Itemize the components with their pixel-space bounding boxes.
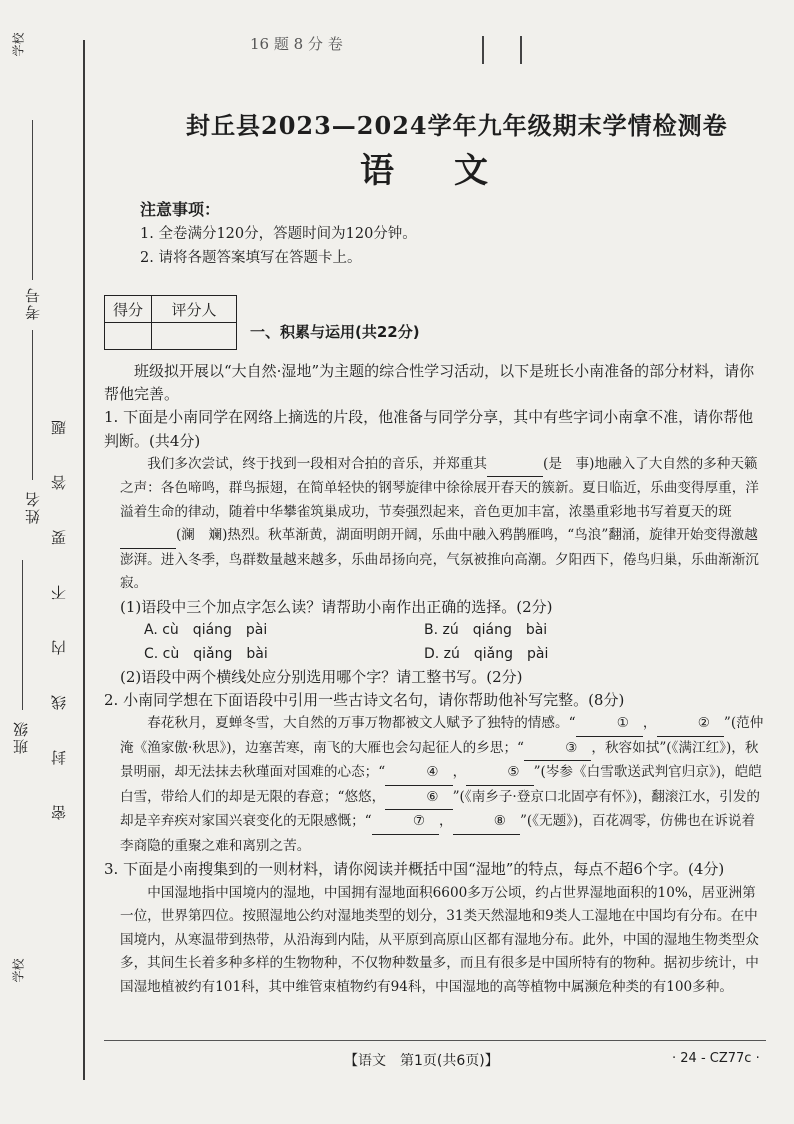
passage-part: 热烈。秋革渐黄，湖面明朗开阔，乐曲中融入鸦鹊雁鸣，“鸟浪”翻涌，旋律开始变得激越澎湃。进入冬季，鸟群数量越来越多，乐曲昂扬向亮，气氛被推向高潮。夕阳西下，倦鸟归巢，乐曲渐渐沉寂。 — [120, 527, 759, 592]
binding-line — [83, 40, 85, 1080]
blank-choice: (澜 斓) — [176, 527, 228, 544]
option-c: C. cù qiǎng bài — [144, 645, 268, 662]
class-label: 班级 — [12, 720, 30, 754]
blank-number: ④ — [385, 761, 452, 786]
binding-margin — [0, 0, 92, 1124]
passage-part: 地融入了大自然的多种天籁之声：各色啼鸣，群鸟振翅，在简单轻快的钢琴旋律中徐徐展开春天的簇新。夏日临近，乐曲变得厚重，洋溢着生命的律动，随着中华攀雀筑巢成功，节奏强烈起来，音色更加丰富，浓墨重彩地书写着夏天的斑 — [120, 455, 759, 520]
blank-line — [487, 453, 543, 478]
grader-cell — [152, 323, 237, 350]
name-label: 姓名 — [24, 490, 42, 524]
question-1-sub1: (1)语段中三个加点字怎么读？请帮助小南作出正确的选择。(2分) — [120, 597, 553, 616]
top-bars — [482, 36, 522, 64]
name-line — [32, 330, 33, 480]
score-label: 得分 — [105, 296, 152, 323]
notice-item: 2. 请将各题答案填写在答题卡上。 — [140, 250, 362, 266]
score-cell — [105, 323, 152, 350]
intro-text: 班级拟开展以“大自然·湿地”为主题的综合性学习活动，以下是班长小南准备的部分材料，请你帮他完善。 — [104, 362, 755, 404]
exam-no-line — [32, 120, 33, 280]
question-3-passage: 中国湿地指中国境内的湿地，中国拥有湿地面积6600多万公顷，约占世界湿地面积的10%，居亚洲第一位，世界第四位。按照湿地公约对湿地类型的划分，31类天然湿地和9类人工湿地在中国均有分布。在中国境内，从寒温带到热带，从沿海到内陆，从平原到高原山区都有湿地分布。此外，中国的湿地生物类型众多，其间生长着多种多样的生物物种，不仅物种数量多，而且有很多是中国所特有的物种。据初步统计，中国湿地植被约有101科，其中维管束植物约有94科，中国湿地的高等植物中属濒危种类的有100多种。 — [120, 884, 759, 995]
options-grid — [104, 619, 764, 666]
option-a: A. cù qiáng pài — [144, 622, 268, 639]
notice-block — [140, 198, 417, 270]
passage-part: ”(岑参《白雪歌送武判官归京》)，皑皑白雪，带给人们的却是无限的春意；“悠悠， — [120, 764, 762, 805]
notice-heading: 注意事项： — [140, 200, 221, 219]
subject-title: 语文 — [360, 151, 548, 191]
question-3-stem: 3. 下面是小南搜集到的一则材料，请你阅读并概括中国“湿地”的特点，每点不超6个字。(4分) — [104, 860, 725, 879]
score-box — [104, 295, 237, 350]
blank-number: ③ — [524, 737, 591, 762]
footer-divider — [104, 1040, 766, 1041]
paper-code: · 24 - CZ77c · — [672, 1051, 760, 1066]
question-1-sub2: (2)语段中两个横线处应分别选用哪个字？请工整书写。(2分) — [120, 668, 523, 687]
seal-text: 密封线内不要答题 — [50, 380, 68, 820]
blank-number: ① — [576, 712, 643, 737]
passage-part: ，秋容如拭”(《满江红》)，秋景明丽，却无法抹去秋瑾面对国难的心态；“ — [120, 739, 759, 781]
passage-part: ”(范仲淹《渔家傲·秋思》)，边塞苦寒，南飞的大雁也会勾起征人的乡思；“ — [120, 715, 764, 756]
passage-part: 我们多次尝试，终于找到一段相对合拍的音乐，并郑重其 — [147, 455, 488, 472]
notice-item: 1. 全卷满分120分，答题时间为120分钟。 — [140, 226, 417, 242]
blank-line — [120, 524, 176, 549]
blank-number: ⑦ — [372, 810, 439, 835]
page-footer: 【语文 第1页(共6页)】 — [344, 1053, 499, 1069]
question-2-stem: 2. 小南同学想在下面语段中引用一些古诗文名句，请你帮助他补写完整。(8分) — [104, 691, 625, 710]
class-line — [22, 560, 23, 710]
option-d: D. zú qiǎng pài — [424, 645, 549, 662]
corner-mark-top: 学校 — [11, 32, 26, 57]
blank-number: ⑥ — [385, 786, 452, 811]
blank-number: ② — [657, 712, 724, 737]
question-2-passage: 春花秋月，夏蝉冬雪，大自然的万事万物都被文人赋予了独特的情感。“ ① ， ② ”(范仲淹《渔家傲·秋思》)，边塞苦寒，南飞的大雁也会勾起征人的乡思；“ ③ ，秋容如拭”(《满江红》)，秋景明丽，却无法抹去秋瑾面对国难的心态；“ ④ ， ⑤ ”(岑参《白雪歌送武判官归京》)，皑皑白雪，带给人们的却是无限的春意；“悠悠， ⑥ ”(《南乡子·登京口北固亭有怀》)，翻滚江水，引发的却是辛弃疾对家国兴衰变化的无限感慨；“ ⑦ ， ⑧ ”(《无题》)，百花凋零，仿佛也在诉说着李商隐的重聚之难和离别之苦。 — [104, 712, 764, 858]
corner-mark-bottom: 学校 — [11, 958, 26, 983]
exam-title: 封丘县2023—2024学年九年级期末学情检测卷 — [186, 111, 728, 140]
top-scrap-text: 16 题 8 分 卷 — [250, 35, 343, 53]
question-1-stem: 1. 下面是小南同学在网络上摘选的片段，他准备与同学分享，其中有些字词小南拿不准，请你帮他判断。(共4分) — [104, 408, 754, 450]
passage-part: ”(《南乡子·登京口北固亭有怀》)，翻滚江水，引发的却是辛弃疾对家国兴衰变化的无限感慨；“ — [120, 788, 760, 830]
blank-choice: (是 事) — [543, 455, 595, 472]
passage-part: 春花秋月，夏蝉冬雪，大自然的万事万物都被文人赋予了独特的情感。“ — [147, 715, 576, 732]
grader-label: 评分人 — [152, 296, 237, 323]
question-content — [104, 360, 764, 999]
question-1-passage — [104, 453, 764, 596]
option-b: B. zú qiáng bài — [424, 622, 548, 639]
passage-part: ”(《无题》)，百花凋零，仿佛也在诉说着李商隐的重聚之难和离别之苦。 — [120, 813, 756, 854]
blank-number: ⑧ — [453, 810, 520, 835]
section-title: 一、积累与运用(共22分) — [250, 323, 420, 341]
exam-no-label: 考号 — [24, 286, 42, 320]
blank-number: ⑤ — [466, 761, 533, 786]
